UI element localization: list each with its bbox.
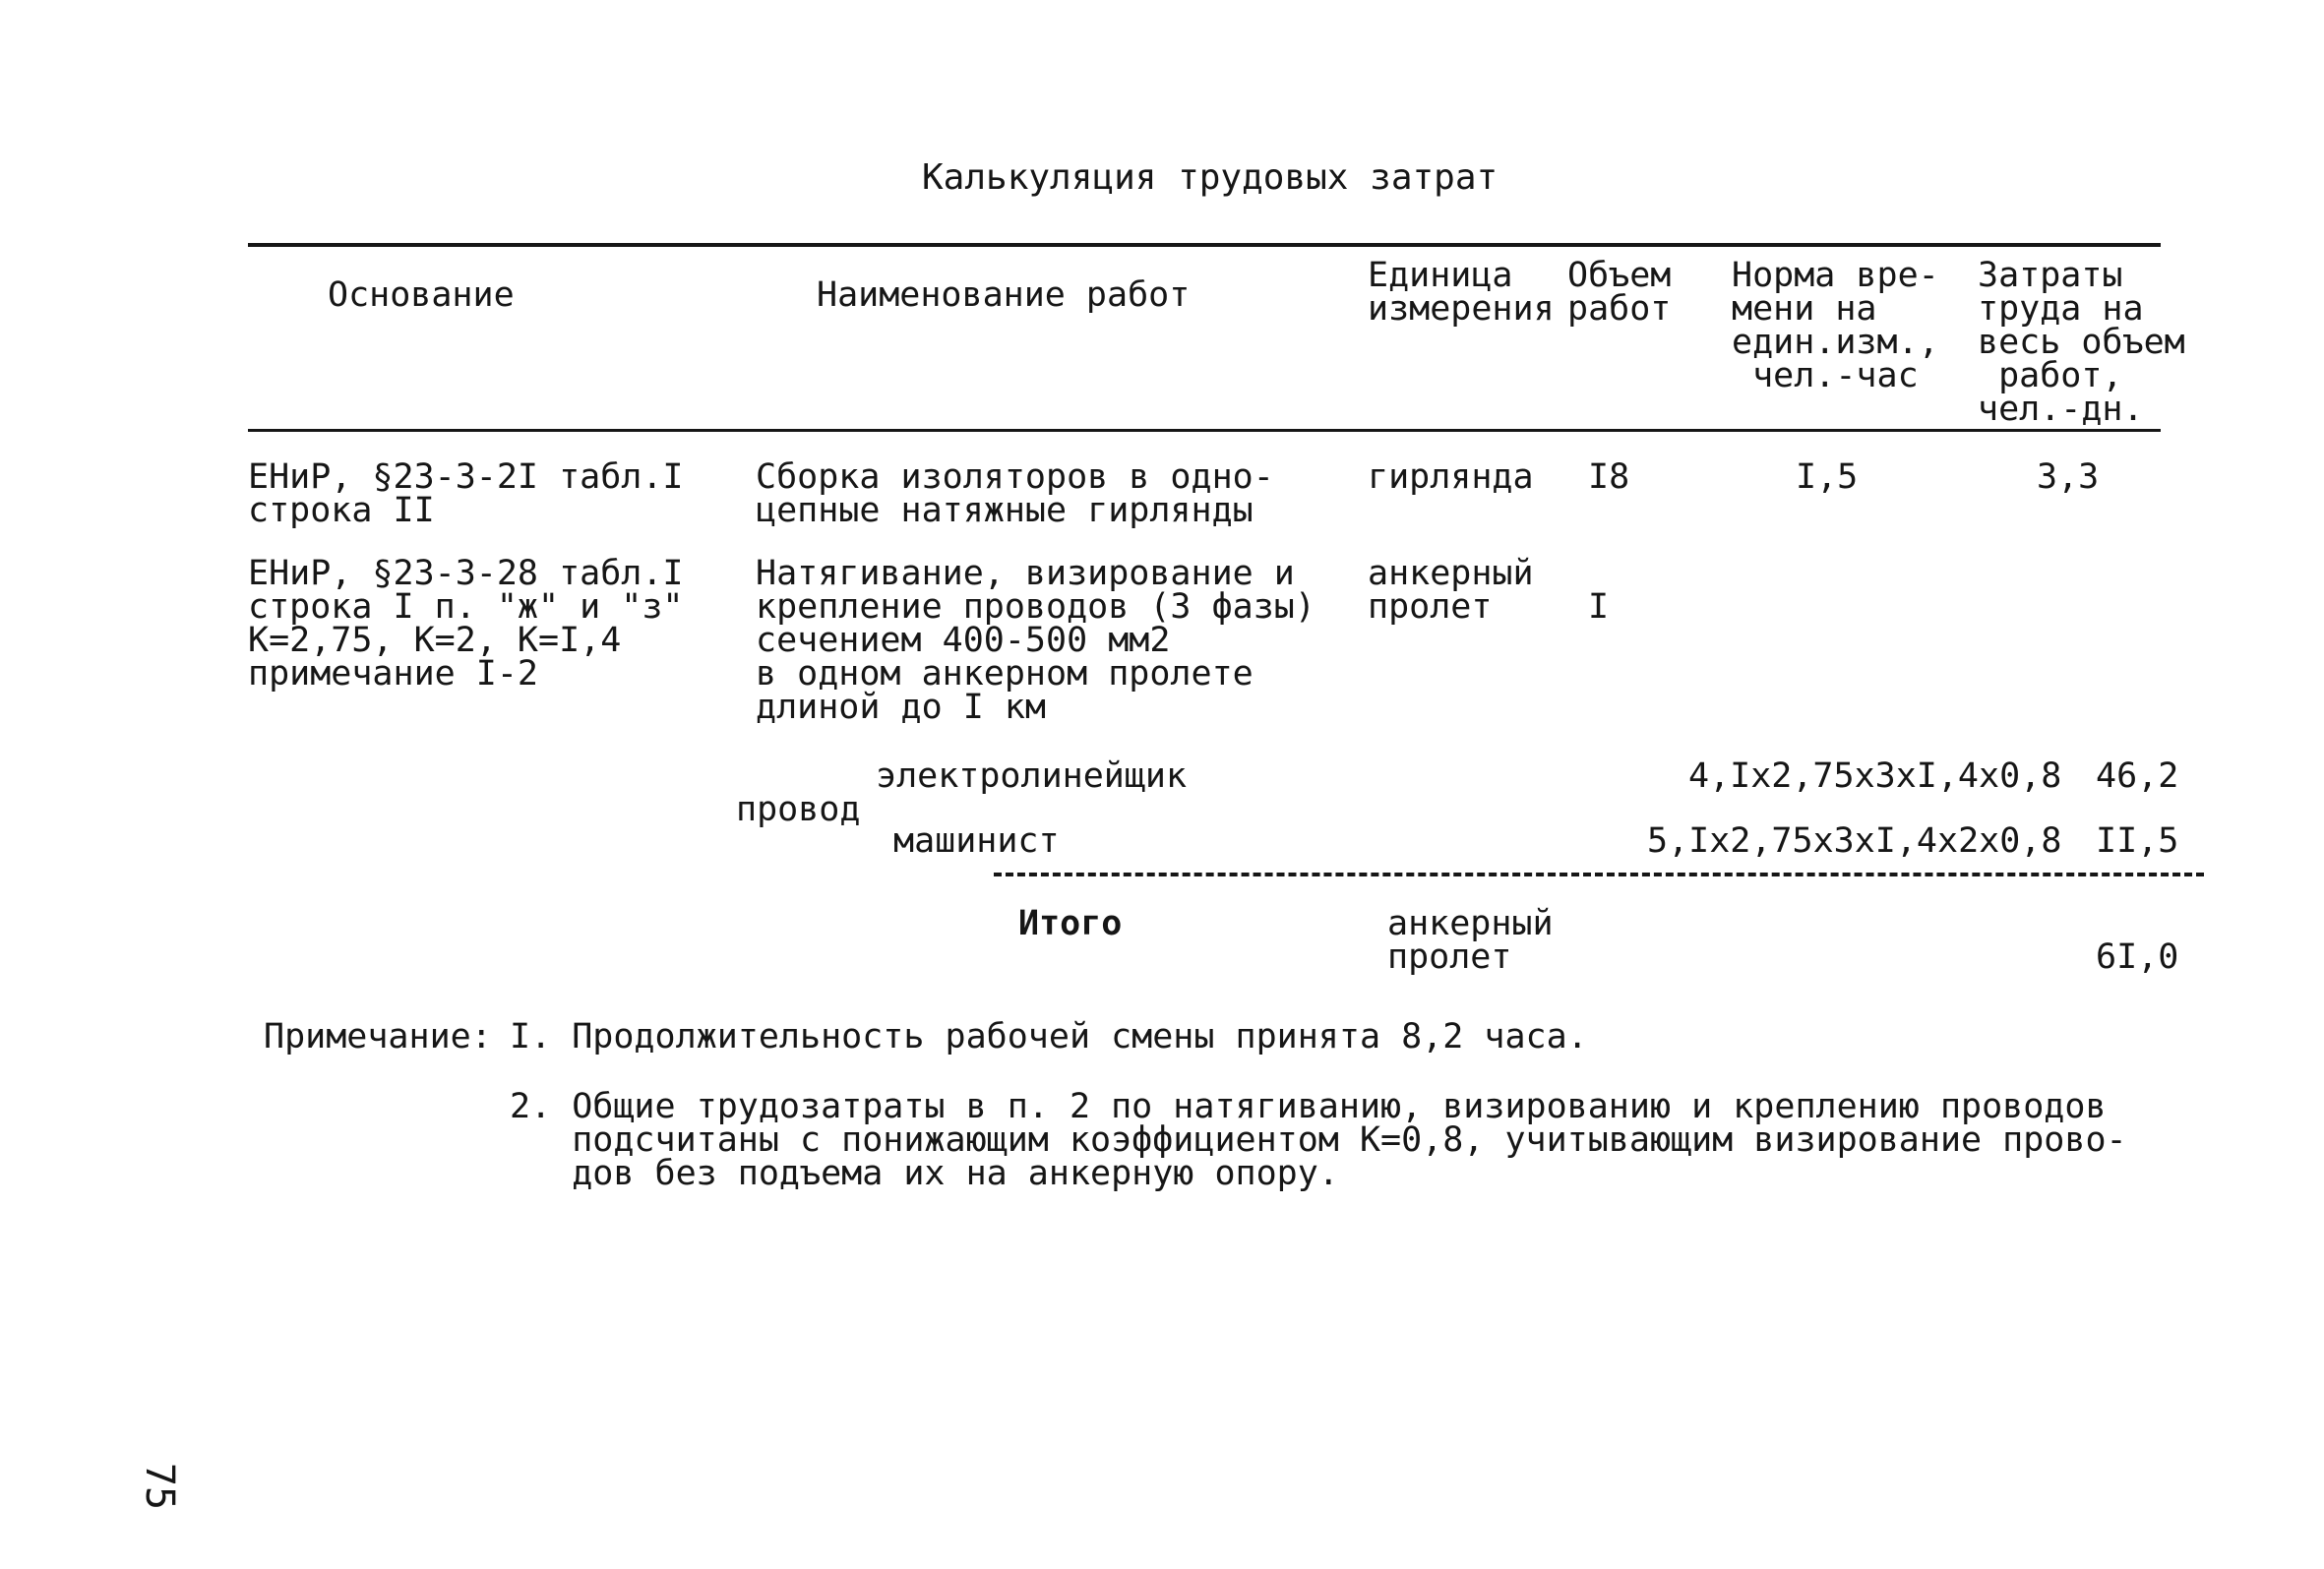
- total-label: Итого: [1018, 904, 1123, 943]
- note-2: 2. Общие трудозатраты в п. 2 по натягиванию, визированию и креплению проводов подсчитаны с понижающим коэффициентом К=0,8, учитывающим визирование прово- дов без подъема их на анкерную опору.: [510, 1087, 2127, 1193]
- row1-labor: 3,3: [2037, 457, 2100, 497]
- header-norm: Норма вре- мени на един.изм., чел.-час: [1732, 256, 1939, 395]
- total-unit: анкерный пролет: [1387, 904, 1554, 977]
- row1-volume: I8: [1588, 457, 1630, 497]
- subrow2-formula: 5,Iх2,75х3хI,4х2х0,8: [1647, 821, 2062, 861]
- total-dashed-rule: [994, 873, 2204, 876]
- row1-work-name: Сборка изоляторов в одно- цепные натяжные гирлянды: [756, 457, 1274, 530]
- header-volume: Объем работ: [1567, 256, 1672, 329]
- row1-unit: гирлянда: [1368, 457, 1534, 497]
- subrow1-role: электролинейщик: [876, 756, 1188, 796]
- table-header-rule: [248, 429, 2161, 432]
- row1-norm: I,5: [1796, 457, 1859, 497]
- row2-unit: анкерный пролет: [1368, 554, 1534, 627]
- row2-work-name: Натягивание, визирование и крепление проводов (3 фазы) сечением 400-500 мм2 в одном анкерном пролете длиной до I км: [756, 554, 1315, 727]
- row2-basis: ЕНиР, §23-3-28 табл.I строка I п. "ж" и "з" К=2,75, К=2, К=I,4 примечание I-2: [248, 554, 684, 694]
- subrow1-labor: 46,2: [2096, 756, 2179, 796]
- row2-volume: I: [1588, 587, 1610, 627]
- subrow2-labor: II,5: [2096, 821, 2179, 861]
- table-top-rule: [248, 243, 2161, 247]
- note-1: I. Продолжительность рабочей смены принята 8,2 часа.: [510, 1017, 1588, 1056]
- header-labor: Затраты труда на весь объем работ, чел.-дн.: [1978, 256, 2185, 429]
- header-basis: Основание: [328, 275, 515, 315]
- subrow1-formula: 4,Iх2,75х3хI,4х0,8: [1688, 756, 2062, 796]
- notes-label: Примечание:: [264, 1017, 492, 1056]
- subrow2-role: машинист: [893, 821, 1060, 861]
- subrow-group-label: провод: [736, 790, 861, 829]
- header-unit: Единица измерения: [1368, 256, 1555, 329]
- total-labor: 6I,0: [2096, 937, 2179, 977]
- row1-basis: ЕНиР, §23-3-2I табл.I строка II: [248, 457, 684, 530]
- page-number: 75: [137, 1462, 183, 1511]
- header-work-name: Наименование работ: [817, 275, 1191, 315]
- page-title: Калькуляция трудовых затрат: [922, 157, 1498, 198]
